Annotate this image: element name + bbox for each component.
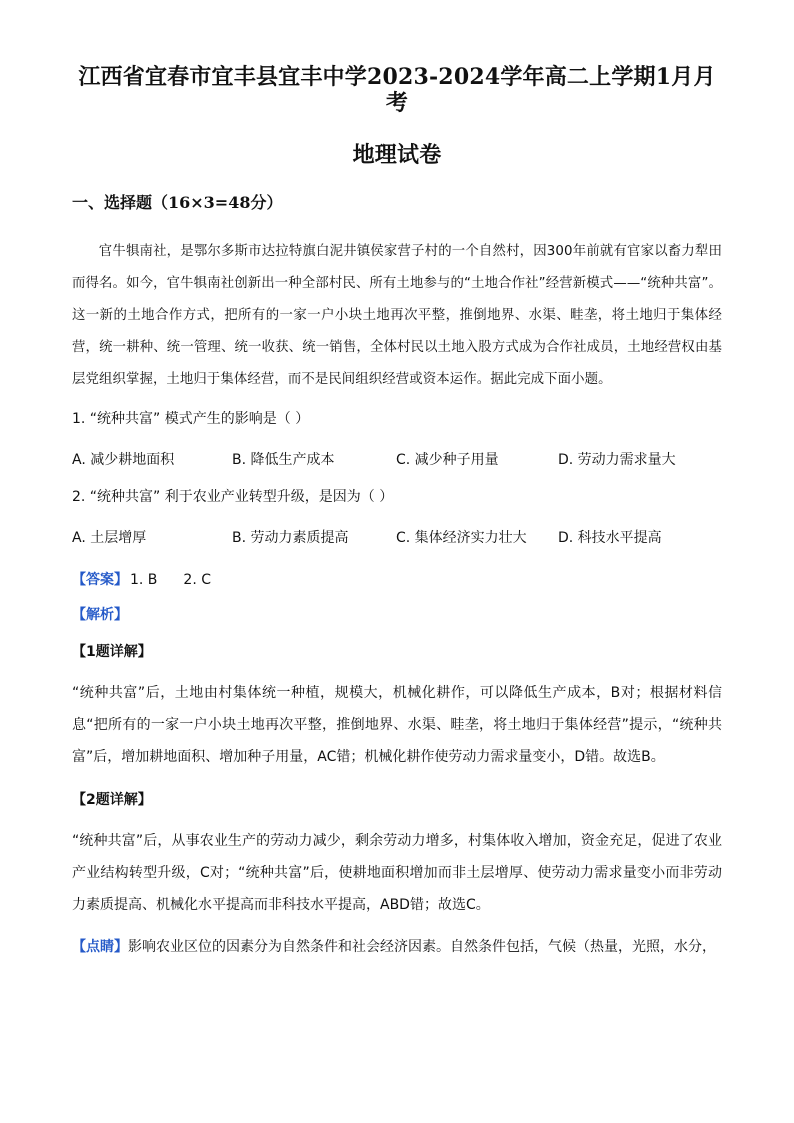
analysis-tag: 【解析】 — [72, 607, 128, 624]
section-heading: 一、选择题（16×3=48分） — [72, 193, 283, 213]
exam-title-line-2: 地理试卷 — [352, 141, 442, 168]
question-1-options — [72, 451, 722, 475]
question-1-stem: 1. “统种共富” 模式产生的影响是（ ） — [72, 410, 310, 427]
dianjing-tag: 【点睛】 — [72, 938, 128, 955]
question-2-option-d: D. 科技水平提高 — [558, 530, 662, 547]
answer-line — [72, 571, 722, 589]
question-1-detail-text: “统种共富”后，土地由村集体统一种植，规模大，机械化耕作，可以降低生产成本，B对；根据材料信息“把所有的一家一户小块土地再次平整，推倒地界、水渠、畦垄，将土地归于集体经营”提示，“统种共富”后，增加耕地面积、增加种子用量，AC错；机械化耕作使劳动力需求量变小，D错。故选B。 — [72, 684, 722, 765]
question-2-detail-text: “统种共富”后，从事农业生产的劳动力减少，剩余劳动力增多，村集体收入增加，资金充足，促进了农业产业结构转型升级，C对；“统种共富”后，使耕地面积增加而非土层增厚、使劳动力需求量变小而非劳动力素质提高、机械化水平提高而非科技水平提高，ABD错；故选C。 — [72, 832, 722, 913]
answer-1: 1. B — [130, 572, 158, 589]
exam-title-line-1: 江西省宜春市宜丰县宜丰中学2023-2024学年高二上学期1月月考 — [78, 64, 716, 117]
question-2-detail-heading: 【2题详解】 — [72, 791, 152, 808]
answer-2: 2. C — [183, 572, 212, 589]
question-2-option-a: A. 土层增厚 — [72, 530, 147, 547]
question-1-option-c: C. 减少种子用量 — [396, 451, 499, 468]
question-1-detail-heading: 【1题详解】 — [72, 643, 152, 660]
answer-tag: 【答案】 — [72, 572, 128, 589]
dianjing-line — [72, 938, 722, 956]
question-1-option-a: A. 减少耕地面积 — [72, 451, 175, 468]
question-2-option-c: C. 集体经济实力壮大 — [396, 530, 527, 547]
question-2-options — [72, 529, 722, 553]
question-2-option-b: B. 劳动力素质提高 — [232, 530, 349, 547]
question-1-option-d: D. 劳动力需求量大 — [558, 451, 676, 468]
dianjing-text: 影响农业区位的因素分为自然条件和社会经济因素。自然条件包括，气候（热量，光照，水分， — [128, 938, 716, 955]
reading-passage: 官牛犋南社，是鄂尔多斯市达拉特旗白泥井镇侯家营子村的一个自然村，因300年前就有官家以畜力犁田而得名。如今，官牛犋南社创新出一种全部村民、所有土地参与的“土地合作社”经营新模式——“统种共富”。这一新的土地合作方式，把所有的一家一户小块土地再次平整，推倒地界、水渠、畦垄，将土地归于集体经营，统一耕种、统一管理、统一收获、统一销售，全体村民以土地入股方式成为合作社成员，土地经营权由基层党组织掌握，土地归于集体经营，而不是民间组织经营或资本运作。据此完成下面小题。 — [72, 244, 722, 388]
question-1-option-b: B. 降低生产成本 — [232, 451, 335, 468]
question-2-stem: 2. “统种共富” 利于农业产业转型升级，是因为（ ） — [72, 488, 394, 505]
